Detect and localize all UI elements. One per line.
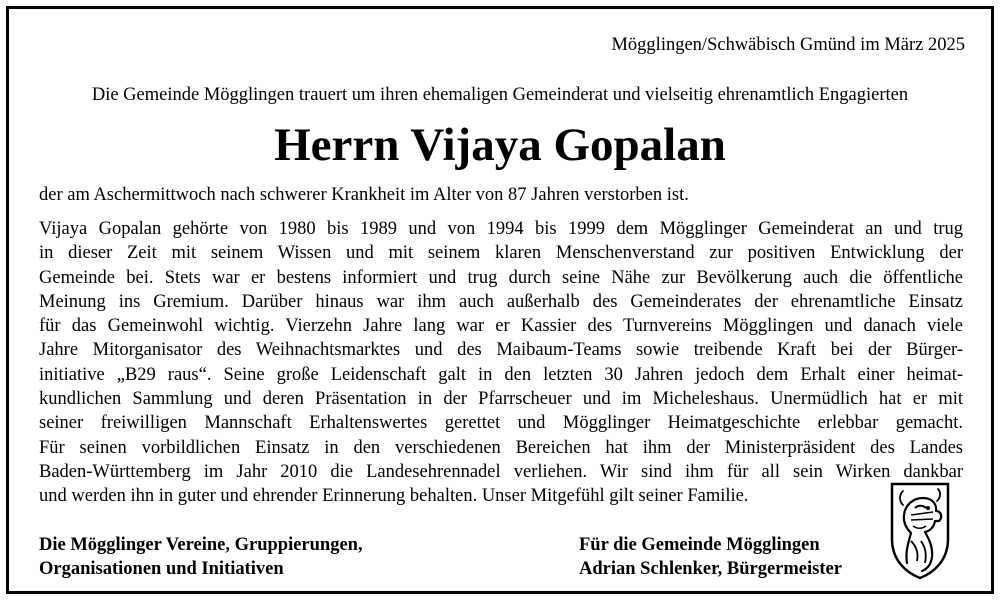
body-line: für das Gemeinwohl wichtig. Vierzehn Jahre lang war er Kassier des Turnvereins Mögglingen und danach viele [39,316,963,337]
death-statement: der am Aschermittwoch nach schwerer Krankheit im Alter von 87 Jahren verstorben ist. [39,185,689,205]
body-line: initiative „B29 raus“. Seine große Leidenschaft galt in den letzten 30 Jahren jedoch dem Erhalt einer heimat- [39,364,963,385]
signature-municipality [579,533,842,581]
obituary-body [39,217,963,509]
body-line: kundlichen Sammlung und deren Präsentation in der Pfarrscheuer und im Micheleshaus. Unermüdlich hat er mit [39,389,963,410]
body-line: Meinung ins Gremium. Darüber hinaus war ihm auch außerhalb des Gemeinderates der ehrenamtliche Einsatz [39,291,963,312]
body-line: Baden-Württemberg im Jahr 2010 die Landesehrennadel verliehen. Wir sind ihm für all sein Wirken dankbar [39,461,963,482]
body-line: seiner freiwilligen Mannschaft Erhaltenswertes gerettet und Mögglinger Heimatgeschichte erlebbar gemacht. [39,413,963,434]
body-line: in dieser Zeit mit seinem Wissen und mit seinem klaren Menschenverstand zur positiven Entwicklung der [39,243,963,264]
intro-line: Die Gemeinde Mögglingen trauert um ihren ehemaligen Gemeinderat und vielseitig ehrenamtlich Engagierten [91,85,909,105]
body-line: Für seinen vorbildlichen Einsatz in den verschiedenen Bereichen hat ihm der Ministerpräsident des Landes [39,437,963,458]
signature-mayor-line: Adrian Schlenker, Bürgermeister [579,559,842,579]
deceased-name: Herrn Vijaya Gopalan [274,119,726,171]
signature-associations-line: Organisationen und Initiativen [39,559,284,579]
body-line: Vijaya Gopalan gehörte von 1980 bis 1989 und von 1994 bis 1999 dem Mögglinger Gemeinderat an und trug [39,219,963,239]
body-line: und werden ihn in guter und ehrender Erinnerung behalten. Unser Mitgefühl gilt seiner Familie. [39,486,749,507]
signature-associations-line: Die Mögglinger Vereine, Gruppierungen, [39,535,363,555]
place-date: Mögglingen/Schwäbisch Gmünd im März 2025 [611,35,965,55]
body-line: Gemeinde bei. Stets war er bestens informiert und trug durch seine Nähe zur Bevölkerung auch die öffentliche [39,267,963,288]
body-line: Jahre Mitorganisator des Weihnachtsmarktes und des Maibaum-Teams sowie treibende Kraft bei der Bürger- [39,340,963,361]
municipal-coat-of-arms-icon [889,481,951,581]
coat-of-arms-shield-icon [889,481,951,581]
obituary-notice [6,6,994,594]
signature-municipality-line: Für die Gemeinde Mögglingen [579,535,820,555]
signature-associations [39,533,363,581]
